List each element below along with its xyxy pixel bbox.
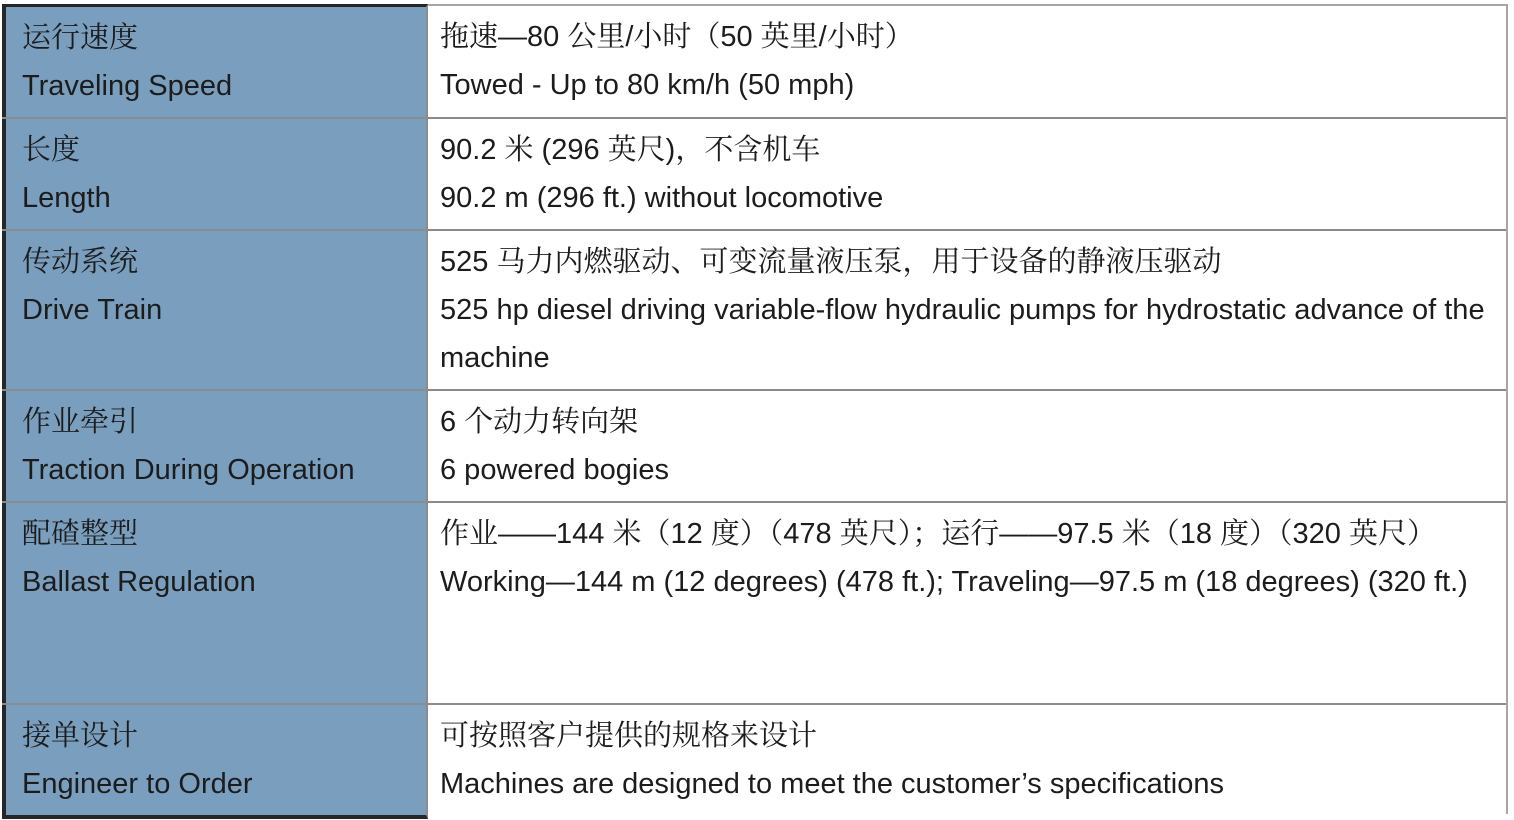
value-en: Machines are designed to meet the customer’s specifications xyxy=(440,768,1224,800)
spec-label-cell xyxy=(2,503,428,703)
value-zh: 525 马力内燃驱动、可变流量液压泵，用于设备的静液压驱动 xyxy=(440,246,1222,278)
table-row-traction xyxy=(2,391,1506,503)
spec-label-cell xyxy=(2,119,428,229)
value-zh: 6 个动力转向架 xyxy=(440,406,639,438)
label-zh: 配碴整型 xyxy=(22,518,139,550)
value-en: 90.2 m (296 ft.) without locomotive xyxy=(440,182,884,214)
label-en: Engineer to Order xyxy=(22,768,253,800)
table-row-ballast-regulation xyxy=(2,503,1506,705)
table-row-drive-train xyxy=(2,231,1506,391)
spec-label-cell xyxy=(2,4,428,117)
table-row-length xyxy=(2,119,1506,231)
label-zh: 作业牵引 xyxy=(22,406,139,438)
value-en: Working—144 m (12 degrees) (478 ft.); Traveling—97.5 m (18 degrees) (320 ft.) xyxy=(440,566,1468,598)
spec-label-cell xyxy=(2,391,428,501)
value-zh: 可按照客户提供的规格来设计 xyxy=(440,720,818,752)
spec-value-cell xyxy=(428,705,1506,817)
value-zh: 拖速—80 公里/小时（50 英里/小时） xyxy=(440,21,914,53)
value-en: Towed - Up to 80 km/h (50 mph) xyxy=(440,69,855,101)
spec-value-cell xyxy=(428,119,1506,229)
spec-label-cell xyxy=(2,705,428,819)
label-en: Drive Train xyxy=(22,294,163,326)
specification-table xyxy=(2,4,1508,814)
label-zh: 传动系统 xyxy=(22,246,139,278)
label-zh: 运行速度 xyxy=(22,22,139,54)
value-en: 6 powered bogies xyxy=(440,454,669,486)
spec-value-cell xyxy=(428,503,1506,703)
value-zh: 作业——144 米（12 度）（478 英尺）；运行——97.5 米（18 度）（320 英尺） xyxy=(440,518,1436,550)
spec-value-cell xyxy=(428,6,1506,117)
spec-label-cell xyxy=(2,231,428,389)
table-row-traveling-speed xyxy=(2,6,1506,119)
spec-value-cell xyxy=(428,391,1506,501)
table-row-engineer-to-order xyxy=(2,705,1506,817)
spec-value-cell xyxy=(428,231,1506,389)
value-zh: 90.2 米 (296 英尺)，不含机车 xyxy=(440,134,821,166)
label-en: Ballast Regulation xyxy=(22,566,256,598)
label-zh: 接单设计 xyxy=(22,720,139,752)
label-zh: 长度 xyxy=(22,134,81,166)
label-en: Length xyxy=(22,182,111,214)
label-en: Traction During Operation xyxy=(22,454,355,486)
value-en: 525 hp diesel driving variable-flow hydraulic pumps for hydrostatic advance of the machine xyxy=(440,294,1485,374)
label-en: Traveling Speed xyxy=(22,70,233,102)
